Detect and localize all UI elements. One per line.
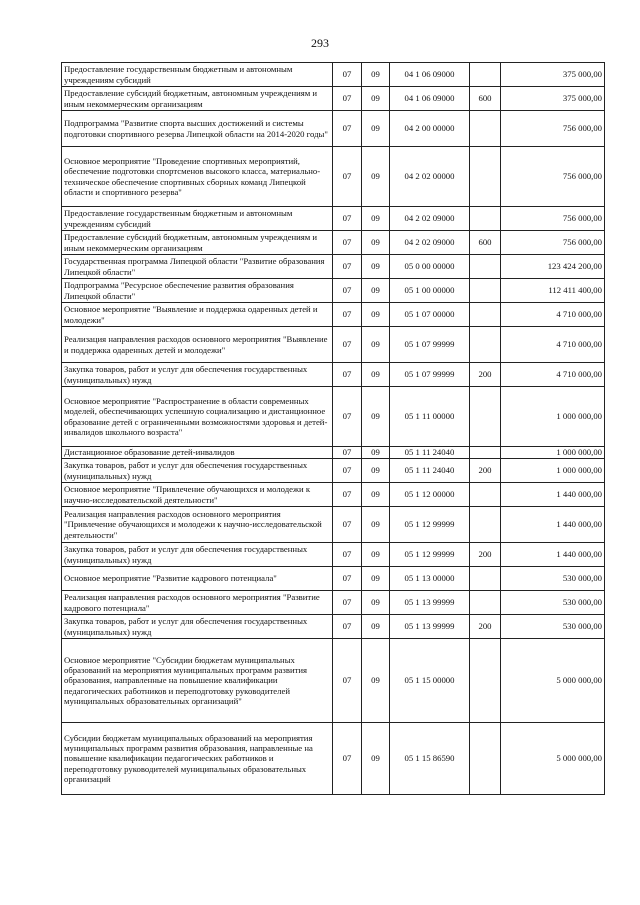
expense-type-cell bbox=[470, 63, 501, 87]
table-row bbox=[62, 615, 605, 639]
amount-cell: 1 440 000,00 bbox=[501, 543, 605, 567]
target-article-cell: 05 1 13 99999 bbox=[390, 591, 470, 615]
expense-type-cell bbox=[470, 303, 501, 327]
expense-type-cell: 600 bbox=[470, 87, 501, 111]
table-row bbox=[62, 279, 605, 303]
table-row bbox=[62, 543, 605, 567]
expense-name-cell: Реализация направления расходов основного мероприятия "Развитие кадрового потенциала" bbox=[62, 591, 333, 615]
section-code-cell: 07 bbox=[333, 63, 362, 87]
target-article-cell: 04 1 06 09000 bbox=[390, 63, 470, 87]
table-row bbox=[62, 255, 605, 279]
expense-name-cell: Государственная программа Липецкой области "Развитие образования Липецкой области" bbox=[62, 255, 333, 279]
expense-name-cell: Закупка товаров, работ и услуг для обеспечения государственных (муниципальных) нужд bbox=[62, 363, 333, 387]
subsection-code-cell: 09 bbox=[362, 111, 390, 147]
expense-type-cell: 200 bbox=[470, 459, 501, 483]
expense-name-cell: Реализация направления расходов основного мероприятия "Выявление и поддержка одаренных детей и молодежи" bbox=[62, 327, 333, 363]
section-code-cell: 07 bbox=[333, 207, 362, 231]
amount-cell: 1 000 000,00 bbox=[501, 447, 605, 459]
amount-cell: 530 000,00 bbox=[501, 615, 605, 639]
target-article-cell: 05 0 00 00000 bbox=[390, 255, 470, 279]
amount-cell: 4 710 000,00 bbox=[501, 363, 605, 387]
amount-cell: 756 000,00 bbox=[501, 147, 605, 207]
table-row bbox=[62, 303, 605, 327]
expense-name-cell: Реализация направления расходов основного мероприятия "Привлечение обучающихся и молодежи к научно-исследовательской деятельности" bbox=[62, 507, 333, 543]
subsection-code-cell: 09 bbox=[362, 591, 390, 615]
section-code-cell: 07 bbox=[333, 363, 362, 387]
amount-cell: 756 000,00 bbox=[501, 231, 605, 255]
table-row bbox=[62, 147, 605, 207]
expense-type-cell bbox=[470, 255, 501, 279]
expense-type-cell bbox=[470, 387, 501, 447]
table-row bbox=[62, 483, 605, 507]
section-code-cell: 07 bbox=[333, 387, 362, 447]
amount-cell: 756 000,00 bbox=[501, 111, 605, 147]
section-code-cell: 07 bbox=[333, 615, 362, 639]
target-article-cell: 04 2 02 00000 bbox=[390, 147, 470, 207]
target-article-cell: 05 1 07 99999 bbox=[390, 327, 470, 363]
target-article-cell: 04 2 00 00000 bbox=[390, 111, 470, 147]
table-row bbox=[62, 447, 605, 459]
expense-type-cell bbox=[470, 567, 501, 591]
amount-cell: 5 000 000,00 bbox=[501, 723, 605, 795]
table-row bbox=[62, 639, 605, 723]
target-article-cell: 05 1 15 86590 bbox=[390, 723, 470, 795]
target-article-cell: 05 1 00 00000 bbox=[390, 279, 470, 303]
amount-cell: 530 000,00 bbox=[501, 567, 605, 591]
target-article-cell: 05 1 15 00000 bbox=[390, 639, 470, 723]
amount-cell: 4 710 000,00 bbox=[501, 327, 605, 363]
target-article-cell: 05 1 07 00000 bbox=[390, 303, 470, 327]
subsection-code-cell: 09 bbox=[362, 303, 390, 327]
expense-type-cell bbox=[470, 483, 501, 507]
expense-name-cell: Дистанционное образование детей-инвалидов bbox=[62, 447, 333, 459]
target-article-cell: 05 1 12 99999 bbox=[390, 507, 470, 543]
expense-name-cell: Предоставление субсидий бюджетным, автономным учреждениям и иным некоммерческим организациям bbox=[62, 87, 333, 111]
subsection-code-cell: 09 bbox=[362, 447, 390, 459]
expense-name-cell: Подпрограмма "Ресурсное обеспечение развития образования Липецкой области" bbox=[62, 279, 333, 303]
section-code-cell: 07 bbox=[333, 483, 362, 507]
expense-name-cell: Основное мероприятие "Проведение спортивных мероприятий, обеспечение подготовки спортсменов высокого класса, материально-техническое обеспечение спортивных сборных команд Липецкой области и спортивного резерва" bbox=[62, 147, 333, 207]
table-row bbox=[62, 567, 605, 591]
amount-cell: 530 000,00 bbox=[501, 591, 605, 615]
section-code-cell: 07 bbox=[333, 303, 362, 327]
expense-type-cell: 200 bbox=[470, 543, 501, 567]
target-article-cell: 04 1 06 09000 bbox=[390, 87, 470, 111]
section-code-cell: 07 bbox=[333, 543, 362, 567]
subsection-code-cell: 09 bbox=[362, 723, 390, 795]
target-article-cell: 05 1 11 24040 bbox=[390, 447, 470, 459]
expense-name-cell: Подпрограмма "Развитие спорта высших достижений и системы подготовки спортивного резерва Липецкой области на 2014-2020 годы" bbox=[62, 111, 333, 147]
expense-type-cell: 200 bbox=[470, 615, 501, 639]
subsection-code-cell: 09 bbox=[362, 231, 390, 255]
table-row bbox=[62, 459, 605, 483]
subsection-code-cell: 09 bbox=[362, 615, 390, 639]
subsection-code-cell: 09 bbox=[362, 543, 390, 567]
amount-cell: 112 411 400,00 bbox=[501, 279, 605, 303]
expense-type-cell bbox=[470, 111, 501, 147]
expense-type-cell bbox=[470, 507, 501, 543]
section-code-cell: 07 bbox=[333, 723, 362, 795]
amount-cell: 375 000,00 bbox=[501, 87, 605, 111]
subsection-code-cell: 09 bbox=[362, 387, 390, 447]
expense-type-cell bbox=[470, 327, 501, 363]
target-article-cell: 05 1 11 00000 bbox=[390, 387, 470, 447]
target-article-cell: 05 1 13 00000 bbox=[390, 567, 470, 591]
target-article-cell: 04 2 02 09000 bbox=[390, 231, 470, 255]
expense-name-cell: Основное мероприятие "Распространение в области современных моделей, обеспечивающих успешную социализацию и дистанционное образование детей с ограниченными возможностями здоровья и детей-инвалидов школьного возраста" bbox=[62, 387, 333, 447]
table-row bbox=[62, 387, 605, 447]
budget-table bbox=[61, 62, 605, 795]
expense-type-cell: 200 bbox=[470, 363, 501, 387]
target-article-cell: 05 1 12 99999 bbox=[390, 543, 470, 567]
subsection-code-cell: 09 bbox=[362, 63, 390, 87]
subsection-code-cell: 09 bbox=[362, 483, 390, 507]
section-code-cell: 07 bbox=[333, 231, 362, 255]
subsection-code-cell: 09 bbox=[362, 327, 390, 363]
expense-name-cell: Закупка товаров, работ и услуг для обеспечения государственных (муниципальных) нужд bbox=[62, 459, 333, 483]
section-code-cell: 07 bbox=[333, 459, 362, 483]
target-article-cell: 05 1 12 00000 bbox=[390, 483, 470, 507]
subsection-code-cell: 09 bbox=[362, 87, 390, 111]
section-code-cell: 07 bbox=[333, 147, 362, 207]
expense-name-cell: Предоставление государственным бюджетным и автономным учреждениям субсидий bbox=[62, 207, 333, 231]
table-row bbox=[62, 63, 605, 87]
subsection-code-cell: 09 bbox=[362, 207, 390, 231]
section-code-cell: 07 bbox=[333, 447, 362, 459]
table-row bbox=[62, 231, 605, 255]
target-article-cell: 04 2 02 09000 bbox=[390, 207, 470, 231]
target-article-cell: 05 1 07 99999 bbox=[390, 363, 470, 387]
target-article-cell: 05 1 13 99999 bbox=[390, 615, 470, 639]
expense-name-cell: Основное мероприятие "Субсидии бюджетам муниципальных образований на мероприятия муниципальных программ развития образования, направленные на повышение квалификации педагогических работников и переподготовку руководителей муниципальных образовательных организаций" bbox=[62, 639, 333, 723]
table-row bbox=[62, 507, 605, 543]
section-code-cell: 07 bbox=[333, 507, 362, 543]
amount-cell: 375 000,00 bbox=[501, 63, 605, 87]
expense-name-cell: Закупка товаров, работ и услуг для обеспечения государственных (муниципальных) нужд bbox=[62, 543, 333, 567]
subsection-code-cell: 09 bbox=[362, 567, 390, 591]
subsection-code-cell: 09 bbox=[362, 363, 390, 387]
expense-name-cell: Субсидии бюджетам муниципальных образований на мероприятия муниципальных программ развития образования, направленные на повышение квалификации педагогических работников и переподготовку руководителей муниципальных образовательных организаций bbox=[62, 723, 333, 795]
section-code-cell: 07 bbox=[333, 327, 362, 363]
table-row bbox=[62, 87, 605, 111]
expense-name-cell: Основное мероприятие "Выявление и поддержка одаренных детей и молодежи" bbox=[62, 303, 333, 327]
expense-name-cell: Предоставление государственным бюджетным и автономным учреждениям субсидий bbox=[62, 63, 333, 87]
table-row bbox=[62, 327, 605, 363]
table-row bbox=[62, 723, 605, 795]
section-code-cell: 07 bbox=[333, 567, 362, 591]
table-row bbox=[62, 591, 605, 615]
subsection-code-cell: 09 bbox=[362, 507, 390, 543]
table-row bbox=[62, 207, 605, 231]
expense-name-cell: Закупка товаров, работ и услуг для обеспечения государственных (муниципальных) нужд bbox=[62, 615, 333, 639]
expense-type-cell bbox=[470, 279, 501, 303]
subsection-code-cell: 09 bbox=[362, 255, 390, 279]
section-code-cell: 07 bbox=[333, 591, 362, 615]
subsection-code-cell: 09 bbox=[362, 639, 390, 723]
table-row bbox=[62, 111, 605, 147]
expense-type-cell: 600 bbox=[470, 231, 501, 255]
amount-cell: 1 000 000,00 bbox=[501, 387, 605, 447]
expense-name-cell: Основное мероприятие "Привлечение обучающихся и молодежи к научно-исследовательской деятельности" bbox=[62, 483, 333, 507]
expense-name-cell: Основное мероприятие "Развитие кадрового потенциала" bbox=[62, 567, 333, 591]
target-article-cell: 05 1 11 24040 bbox=[390, 459, 470, 483]
section-code-cell: 07 bbox=[333, 255, 362, 279]
subsection-code-cell: 09 bbox=[362, 459, 390, 483]
expense-type-cell bbox=[470, 591, 501, 615]
expense-type-cell bbox=[470, 447, 501, 459]
section-code-cell: 07 bbox=[333, 87, 362, 111]
subsection-code-cell: 09 bbox=[362, 147, 390, 207]
table-row bbox=[62, 363, 605, 387]
section-code-cell: 07 bbox=[333, 639, 362, 723]
budget-table-body bbox=[62, 63, 605, 795]
section-code-cell: 07 bbox=[333, 111, 362, 147]
expense-name-cell: Предоставление субсидий бюджетным, автономным учреждениям и иным некоммерческим организациям bbox=[62, 231, 333, 255]
amount-cell: 123 424 200,00 bbox=[501, 255, 605, 279]
amount-cell: 1 440 000,00 bbox=[501, 507, 605, 543]
expense-type-cell bbox=[470, 207, 501, 231]
expense-type-cell bbox=[470, 639, 501, 723]
amount-cell: 1 000 000,00 bbox=[501, 459, 605, 483]
page-number: 293 bbox=[311, 36, 329, 50]
section-code-cell: 07 bbox=[333, 279, 362, 303]
amount-cell: 4 710 000,00 bbox=[501, 303, 605, 327]
amount-cell: 1 440 000,00 bbox=[501, 483, 605, 507]
amount-cell: 756 000,00 bbox=[501, 207, 605, 231]
subsection-code-cell: 09 bbox=[362, 279, 390, 303]
amount-cell: 5 000 000,00 bbox=[501, 639, 605, 723]
expense-type-cell bbox=[470, 147, 501, 207]
expense-type-cell bbox=[470, 723, 501, 795]
